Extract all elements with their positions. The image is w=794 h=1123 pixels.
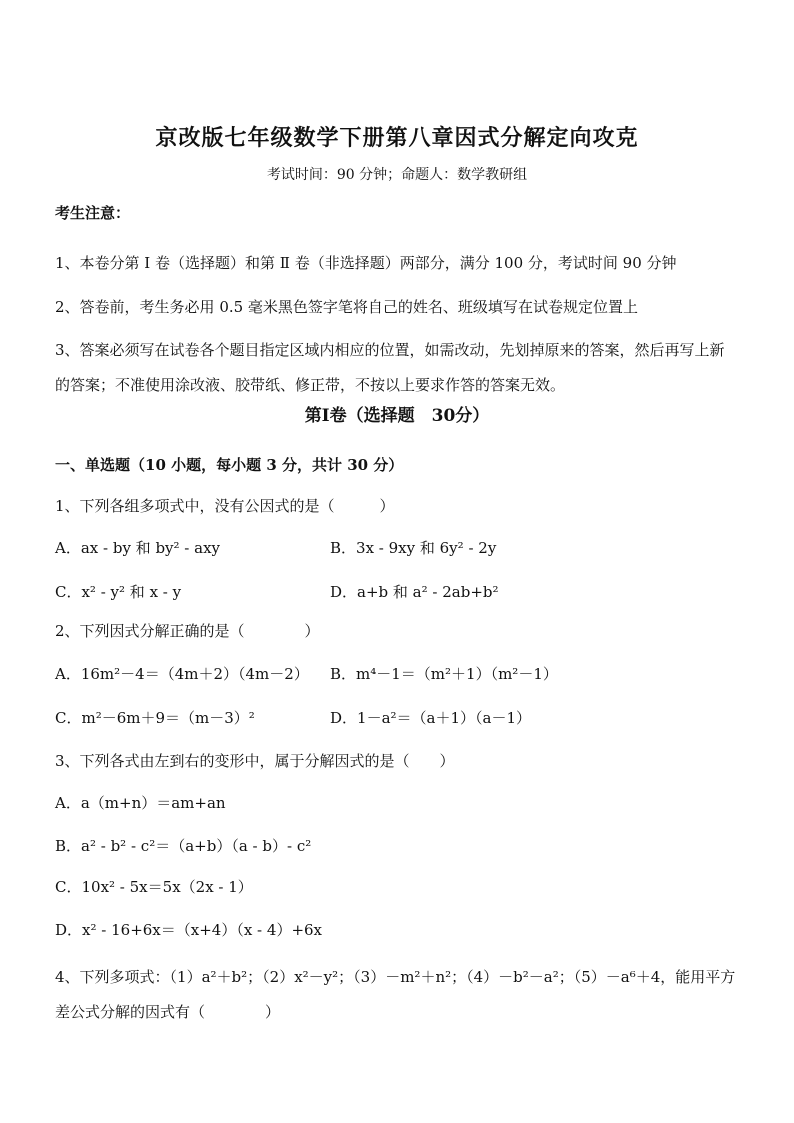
question-2-options-row-1 [55,664,739,684]
notice-item-2: 2、答卷前，考生务必用 0.5 毫米黑色签字笔将自己的姓名、班级填写在试卷规定位置上 [55,298,638,316]
exam-title: 京改版七年级数学下册第八章因式分解定向攻克 [155,125,639,151]
question-1-option-b: B．3x - 9xy 和 6y² - 2y [330,539,497,557]
question-1-stem: 1、下列各组多项式中，没有公因式的是（ ） [55,497,395,515]
question-3-option-a: A．a（m+n）＝am+an [55,794,226,812]
question-2-option-c: C．m²－6m＋9＝（m－3）² [55,709,255,727]
question-2-option-b: B．m⁴－1＝（m²＋1）（m²－1） [330,665,558,683]
question-3-option-c: C．10x² - 5x＝5x（2x - 1） [55,878,253,896]
notice-heading: 考生注意： [55,204,131,222]
question-2-options-row-2 [55,708,739,728]
question-2-stem: 2、下列因式分解正确的是（ ） [55,622,320,640]
single-choice-part-heading: 一、单选题（10 小题，每小题 3 分，共计 30 分） [55,456,404,474]
question-3-option-b: B．a² - b² - c²＝（a+b）（a - b）- c² [55,837,312,855]
question-2-option-d: D．1－a²＝（a＋1）（a－1） [330,709,531,727]
notice-item-3: 3、答案必须写在试卷各个题目指定区域内相应的位置，如需改动，先划掉原来的答案，然后再写上新的答案；不准使用涂改液、胶带纸、修正带，不按以上要求作答的答案无效。 [55,341,725,394]
question-1-option-c: C．x² - y² 和 x - y [55,583,182,601]
question-2-option-a: A．16m²－4＝（4m＋2）（4m－2） [55,665,309,683]
question-3-stem: 3、下列各式由左到右的变形中，属于分解因式的是（ ） [55,752,455,770]
exam-meta: 考试时间：90 分钟；命题人：数学教研组 [266,167,528,183]
question-3-option-d: D．x² - 16+6x＝（x+4）（x - 4）+6x [55,921,323,939]
question-4-stem: 4、下列多项式：（1）a²＋b²；（2）x²－y²；（3）－m²＋n²；（4）－b²－a²；（5）－a⁶＋4，能用平方差公式分解的因式有（ ） [55,968,736,1021]
question-1-options-row-1 [55,538,739,558]
question-1-option-d: D．a+b 和 a² - 2ab+b² [330,583,499,601]
question-1-option-a: A．ax - by 和 by² - axy [55,539,221,557]
notice-item-1: 1、本卷分第 Ⅰ 卷（选择题）和第 Ⅱ 卷（非选择题）两部分，满分 100 分，考试时间 90 分钟 [55,254,677,272]
question-1-options-row-2 [55,582,739,602]
section-1-header: 第Ⅰ卷（选择题 30分） [304,406,490,426]
